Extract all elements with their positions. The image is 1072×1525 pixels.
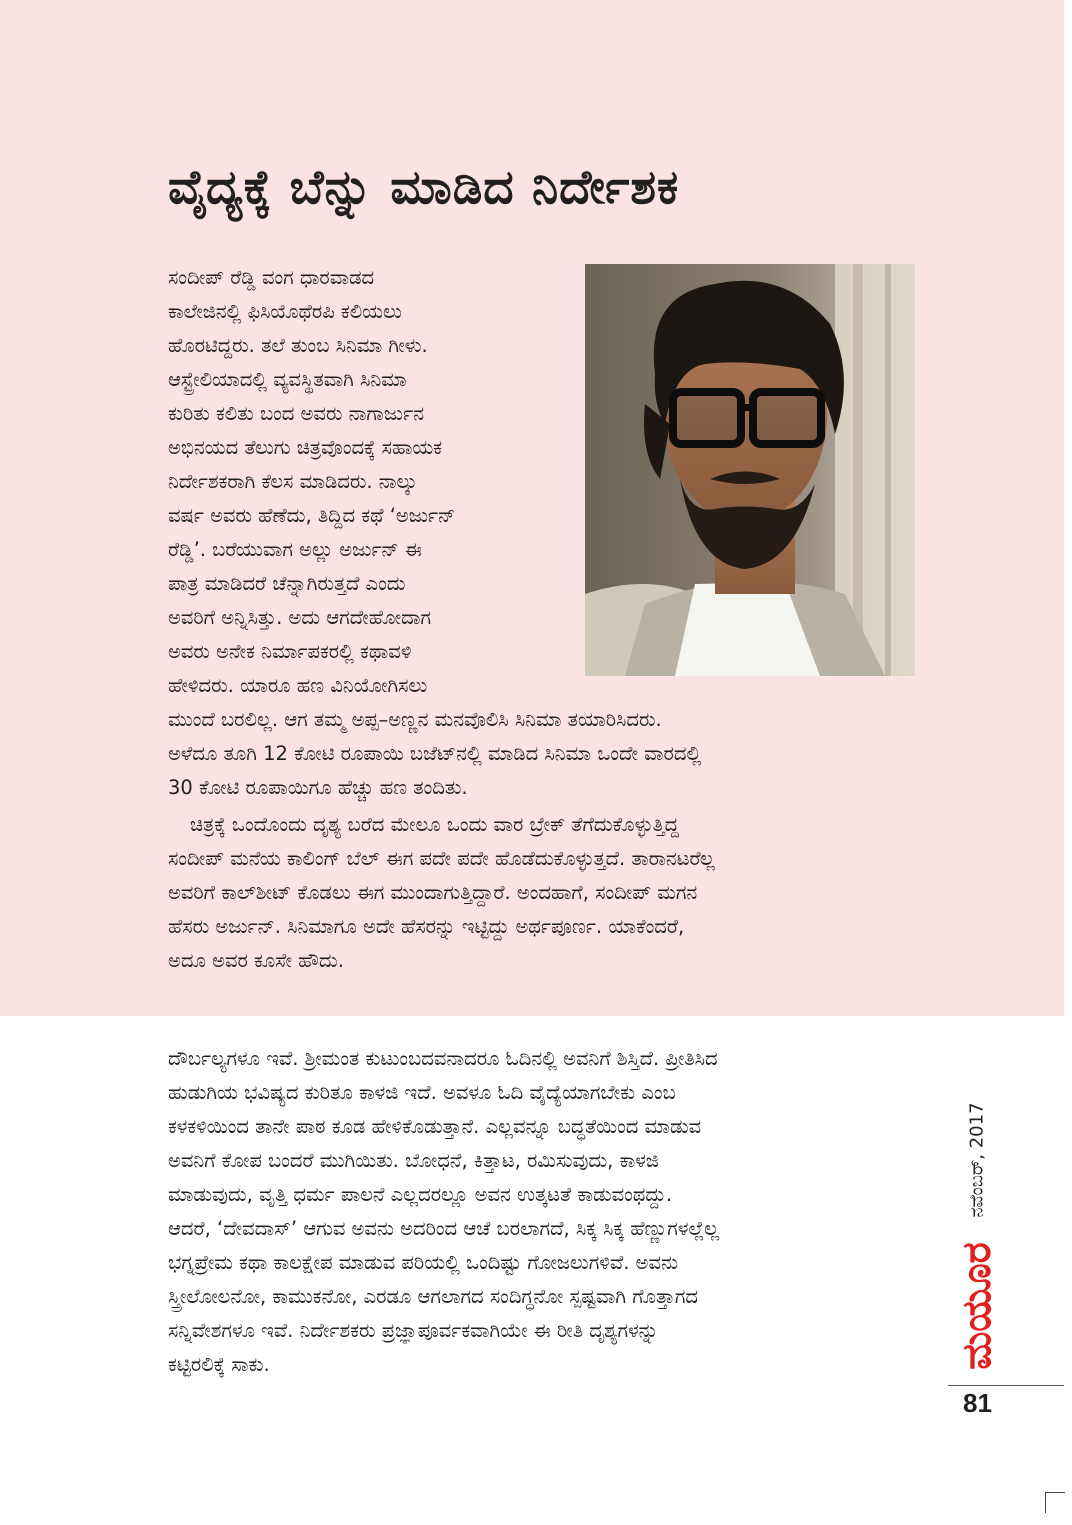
box-text-line: ಅಭಿನಯದ ತೆಲುಗು ಚಿತ್ರವೊಂದಕ್ಕೆ ಸಹಾಯಕ [168, 436, 443, 459]
box-text-line: ಮುಂದೆ ಬರಲಿಲ್ಲ. ಆಗ ತಮ್ಮ ಅಪ್ಪ–ಅಣ್ಣನ ಮನವೊಲಿಸಿ ಸಿನಿಮಾ ತಯಾರಿಸಿದರು. [168, 708, 662, 731]
box-text-line: ಹೊರಟಿದ್ದರು. ತಲೆ ತುಂಬ ಸಿನಿಮಾ ಗೀಳು. [168, 334, 428, 357]
crop-mark-icon [1045, 1492, 1065, 1513]
box-text-line: ಹೆಸರು ಅರ್ಜುನ್. ಸಿನಿಮಾಗೂ ಅದೇ ಹೆಸರನ್ನು ಇಟ್ಟಿದ್ದು ಅರ್ಥಪೂರ್ಣ. ಯಾಕೆಂದರೆ, [168, 915, 685, 938]
box-text-line: ವರ್ಷ ಅವರು ಹೆಣೆದು, ತಿದ್ದಿದ ಕಥೆ ‘ಅರ್ಜುನ್ [168, 504, 456, 527]
box-text-line: ಕಾಲೇಜಿನಲ್ಲಿ ಫಿಸಿಯೊಥೆರಪಿ ಕಲಿಯಲು [168, 300, 402, 323]
page-number-rule [948, 1385, 1064, 1386]
body-text-line: ಸ್ತ್ರೀಲೋಲನೋ, ಕಾಮುಕನೋ, ಎರಡೂ ಆಗಲಾಗದ ಸಂದಿಗ್ಧನೋ ಸ್ಪಷ್ಟವಾಗಿ ಗೊತ್ತಾಗದ [168, 1285, 699, 1308]
director-photo [585, 264, 915, 676]
box-text-line: ಆಸ್ಟ್ರೇಲಿಯಾದಲ್ಲಿ ವ್ಯವಸ್ಥಿತವಾಗಿ ಸಿನಿಮಾ [168, 368, 407, 391]
magazine-name: ಮಯೂರ [954, 1242, 1000, 1370]
body-text-line: ಭಗ್ನಪ್ರೇಮ ಕಥಾ ಕಾಲಕ್ಷೇಪ ಮಾಡುವ ಪರಿಯಲ್ಲಿ ಒಂದಿಷ್ಟು ಗೋಜಲುಗಳಿವೆ. ಅವನು [168, 1251, 679, 1274]
page-number: 81 [963, 1388, 992, 1418]
box-text-line: ಅವರು ಅನೇಕ ನಿರ್ಮಾಪಕರಲ್ಲಿ ಕಥಾವಳಿ [168, 640, 412, 663]
box-text-line: ಅವರಿಗೆ ಕಾಲ್‌ಶೀಟ್ ಕೊಡಲು ಈಗ ಮುಂದಾಗುತ್ತಿದ್ದಾರೆ. ಅಂದಹಾಗೆ, ಸಂದೀಪ್ ಮಗನ [168, 881, 698, 904]
box-text-line: ಅದೂ ಅವರ ಕೂಸೇ ಹೌದು. [168, 949, 344, 972]
box-text-line: ಅವರಿಗೆ ಅನ್ನಿಸಿತ್ತು. ಅದು ಆಗದೇಹೋದಾಗ [168, 606, 432, 629]
box-text-line: ಕುರಿತು ಕಲಿತು ಬಂದ ಅವರು ನಾಗಾರ್ಜುನ [168, 402, 425, 425]
body-text-line: ದೌರ್ಬಲ್ಯಗಳೂ ಇವೆ. ಶ್ರೀಮಂತ ಕುಟುಂಬದವನಾದರೂ ಓದಿನಲ್ಲಿ ಅವನಿಗೆ ಶಿಸ್ತಿದೆ. ಪ್ರೀತಿಸಿದ [168, 1047, 718, 1070]
body-text-line: ಅವನಿಗೆ ಕೋಪ ಬಂದರೆ ಮುಗಿಯಿತು. ಬೋಧನೆ, ಕಿತ್ತಾಟ, ರಮಿಸುವುದು, ಕಾಳಜಿ [168, 1149, 659, 1172]
issue-date-text: ನವೆಂಬರ್, 2017 [966, 1102, 988, 1218]
magazine-masthead [952, 1236, 1002, 1376]
body-text-line: ಕಳಕಳಿಯಿಂದ ತಾನೇ ಪಾಠ ಕೂಡ ಹೇಳಿಕೊಡುತ್ತಾನೆ. ಎಲ್ಲವನ್ನೂ ಬದ್ಧತೆಯಿಂದ ಮಾಡುವ [168, 1115, 702, 1138]
body-text-line: ಆದರೆ, ‘ದೇವದಾಸ್’ ಆಗುವ ಅವನು ಅದರಿಂದ ಆಚೆ ಬರಲಾಗದೆ, ಸಿಕ್ಕ ಸಿಕ್ಕ ಹೆಣ್ಣುಗಳಲ್ಲೆಲ್ಲ [168, 1217, 720, 1240]
body-text-line: ಹುಡುಗಿಯ ಭವಿಷ್ಯದ ಕುರಿತೂ ಕಾಳಜಿ ಇದೆ. ಅವಳೂ ಓದಿ ವೈದ್ಯೆಯಾಗಬೇಕು ಎಂಬ [168, 1081, 676, 1104]
body-text-line: ಕಟ್ಟಿರಲಿಕ್ಕೆ ಸಾಕು. [168, 1353, 270, 1376]
body-text-line: ಮಾಡುವುದು, ವೃತ್ತಿ ಧರ್ಮ ಪಾಲನೆ ಎಲ್ಲದರಲ್ಲೂ ಅವನ ಉತ್ಕಟತೆ ಕಾಡುವಂಥದ್ದು. [168, 1183, 673, 1206]
issue-date [962, 1090, 992, 1230]
box-title: ವೈದ್ಯಕ್ಕೆ ಬೆನ್ನು ಮಾಡಿದ ನಿರ್ದೇಶಕ [168, 160, 680, 215]
box-text-line: ಸಂದೀಪ್ ಮನೆಯ ಕಾಲಿಂಗ್ ಬೆಲ್ ಈಗ ಪದೇ ಪದೇ ಹೊಡೆದುಕೊಳ್ಳುತ್ತದೆ. ತಾರಾನಟರೆಲ್ಲ [168, 847, 715, 870]
box-text-line: ಅಳೆದೂ ತೂಗಿ 12 ಕೋಟಿ ರೂಪಾಯಿ ಬಜೆಟ್‌ನಲ್ಲಿ ಮಾಡಿದ ಸಿನಿಮಾ ಒಂದೇ ವಾರದಲ್ಲಿ [168, 742, 702, 765]
box-text-line: ಪಾತ್ರ ಮಾಡಿದರೆ ಚೆನ್ನಾಗಿರುತ್ತದೆ ಎಂದು [168, 572, 406, 595]
box-text-line: ಚಿತ್ರಕ್ಕೆ ಒಂದೊಂದು ದೃಶ್ಯ ಬರೆದ ಮೇಲೂ ಒಂದು ವಾರ ಬ್ರೇಕ್ ತೆಗೆದುಕೊಳ್ಳುತ್ತಿದ್ದ [190, 813, 679, 836]
box-text-line: 30 ಕೋಟಿ ರೂಪಾಯಿಗೂ ಹೆಚ್ಚು ಹಣ ತಂದಿತು. [168, 776, 468, 799]
box-text-line: ಹೇಳಿದರು. ಯಾರೂ ಹಣ ವಿನಿಯೋಗಿಸಲು [168, 674, 428, 697]
box-text-line: ನಿರ್ದೇಶಕರಾಗಿ ಕೆಲಸ ಮಾಡಿದರು. ನಾಲ್ಕು [168, 470, 418, 493]
body-text-line: ಸನ್ನಿವೇಶಗಳೂ ಇವೆ. ನಿರ್ದೇಶಕರು ಪ್ರಜ್ಞಾಪೂರ್ವಕವಾಗಿಯೇ ಈ ರೀತಿ ದೃಶ್ಯಗಳನ್ನು [168, 1319, 659, 1342]
box-text-line: ರೆಡ್ಡಿ’. ಬರೆಯುವಾಗ ಅಲ್ಲು ಅರ್ಜುನ್ ಈ [168, 538, 422, 561]
box-text-line: ಸಂದೀಪ್ ರೆಡ್ಡಿ ವಂಗ ಧಾರವಾಡದ [168, 266, 375, 289]
